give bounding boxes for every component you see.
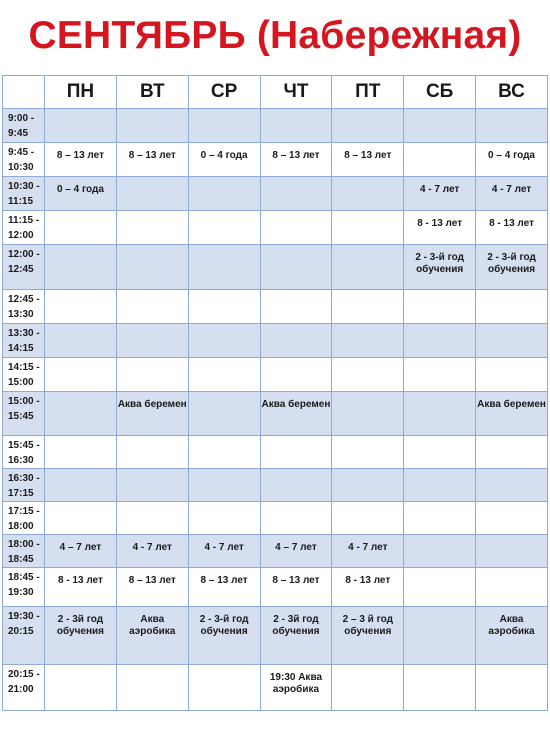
schedule-cell: Аква беремен (260, 392, 332, 436)
schedule-cell (332, 245, 404, 290)
schedule-cell (45, 469, 117, 502)
time-slot: 10:30 - 11:15 (3, 177, 45, 211)
schedule-cell (260, 436, 332, 469)
schedule-cell (116, 109, 188, 143)
schedule-cell (404, 665, 476, 711)
schedule-cell: 0 – 4 года (188, 143, 260, 177)
schedule-cell (332, 290, 404, 324)
schedule-cell (116, 245, 188, 290)
schedule-cell (260, 211, 332, 245)
time-slot: 12:00 - 12:45 (3, 245, 45, 290)
schedule-cell: 8 – 13 лет (116, 568, 188, 607)
schedule-cell: 8 – 13 лет (45, 143, 117, 177)
schedule-cell (188, 436, 260, 469)
schedule-cell: 2 - 3-й год обучения (188, 607, 260, 665)
schedule-cell (260, 177, 332, 211)
schedule-cell: 8 – 13 лет (260, 568, 332, 607)
schedule-cell (332, 392, 404, 436)
schedule-cell (116, 469, 188, 502)
schedule-cell (332, 502, 404, 535)
corner-cell (3, 76, 45, 109)
schedule-cell (45, 324, 117, 358)
time-slot: 18:00 - 18:45 (3, 535, 45, 568)
schedule-cell (260, 358, 332, 392)
schedule-cell (188, 665, 260, 711)
day-header-tue: ВТ (116, 76, 188, 109)
schedule-cell (116, 290, 188, 324)
table-row (3, 502, 548, 535)
time-slot: 17:15 - 18:00 (3, 502, 45, 535)
schedule-cell (476, 109, 548, 143)
table-row (3, 324, 548, 358)
day-header-sun: ВС (476, 76, 548, 109)
schedule-cell (260, 245, 332, 290)
time-slot: 14:15 - 15:00 (3, 358, 45, 392)
schedule-cell (404, 358, 476, 392)
time-slot: 9:00 - 9:45 (3, 109, 45, 143)
time-slot: 19:30 - 20:15 (3, 607, 45, 665)
time-slot: 12:45 - 13:30 (3, 290, 45, 324)
schedule-cell: Аква аэробика (476, 607, 548, 665)
schedule-cell (45, 211, 117, 245)
schedule-cell (404, 502, 476, 535)
table-row (3, 665, 548, 711)
schedule-cell (45, 436, 117, 469)
schedule-cell (116, 211, 188, 245)
schedule-cell (332, 109, 404, 143)
schedule-cell (116, 324, 188, 358)
schedule-cell (45, 290, 117, 324)
schedule-cell (188, 502, 260, 535)
schedule-cell (45, 502, 117, 535)
schedule-cell (260, 502, 332, 535)
schedule-cell (404, 109, 476, 143)
schedule-cell (45, 109, 117, 143)
schedule-cell (260, 469, 332, 502)
schedule-cell (476, 290, 548, 324)
schedule-cell (404, 290, 476, 324)
schedule-cell (45, 245, 117, 290)
schedule-cell (260, 324, 332, 358)
schedule-cell: 4 - 7 лет (116, 535, 188, 568)
schedule-cell (116, 502, 188, 535)
schedule-cell (476, 324, 548, 358)
schedule-cell (476, 358, 548, 392)
schedule-cell: 8 - 13 лет (404, 211, 476, 245)
schedule-cell (404, 143, 476, 177)
time-slot: 13:30 - 14:15 (3, 324, 45, 358)
schedule-cell (476, 469, 548, 502)
schedule-cell (260, 109, 332, 143)
table-row (3, 392, 548, 436)
day-header-sat: СБ (404, 76, 476, 109)
schedule-cell: 4 - 7 лет (188, 535, 260, 568)
schedule-cell (188, 358, 260, 392)
schedule-cell (332, 469, 404, 502)
schedule-cell (476, 502, 548, 535)
schedule-cell (332, 436, 404, 469)
schedule-cell: 2 - 3й год обучения (260, 607, 332, 665)
schedule-cell (404, 607, 476, 665)
table-row (3, 245, 548, 290)
schedule-cell: Аква аэробика (116, 607, 188, 665)
table-row (3, 535, 548, 568)
schedule-cell (404, 568, 476, 607)
schedule-cell: 4 - 7 лет (476, 177, 548, 211)
schedule-cell: 4 - 7 лет (404, 177, 476, 211)
schedule-table (2, 75, 548, 711)
time-slot: 16:30 - 17:15 (3, 469, 45, 502)
schedule-cell (332, 358, 404, 392)
day-header-thu: ЧТ (260, 76, 332, 109)
table-row (3, 109, 548, 143)
schedule-cell (188, 211, 260, 245)
schedule-cell (116, 665, 188, 711)
time-slot: 15:45 - 16:30 (3, 436, 45, 469)
schedule-cell (332, 177, 404, 211)
schedule-cell (188, 324, 260, 358)
schedule-cell: 8 - 13 лет (45, 568, 117, 607)
schedule-cell (332, 211, 404, 245)
table-row (3, 358, 548, 392)
schedule-cell: 19:30 Аква аэробика (260, 665, 332, 711)
table-row (3, 607, 548, 665)
day-header-mon: ПН (45, 76, 117, 109)
schedule-cell: 0 – 4 года (45, 177, 117, 211)
schedule-cell: 8 – 13 лет (260, 143, 332, 177)
schedule-cell: 0 – 4 года (476, 143, 548, 177)
table-row (3, 469, 548, 502)
schedule-cell (116, 358, 188, 392)
schedule-cell (45, 665, 117, 711)
table-row (3, 143, 548, 177)
schedule-cell (332, 665, 404, 711)
time-slot: 11:15 - 12:00 (3, 211, 45, 245)
table-row (3, 211, 548, 245)
schedule-cell: Аква беремен (116, 392, 188, 436)
schedule-body (3, 109, 548, 711)
time-slot: 18:45 - 19:30 (3, 568, 45, 607)
schedule-cell (260, 290, 332, 324)
time-slot: 9:45 - 10:30 (3, 143, 45, 177)
table-row (3, 290, 548, 324)
schedule-cell: 4 - 7 лет (332, 535, 404, 568)
schedule-cell (188, 245, 260, 290)
schedule-cell: 2 – 3 й год обучения (332, 607, 404, 665)
schedule-cell (188, 392, 260, 436)
schedule-cell (45, 392, 117, 436)
schedule-cell: 2 - 3-й год обучения (404, 245, 476, 290)
schedule-cell (332, 324, 404, 358)
page-title: СЕНТЯБРЬ (Набережная) (28, 14, 522, 57)
schedule-cell (476, 535, 548, 568)
schedule-cell: 2 - 3й год обучения (45, 607, 117, 665)
schedule-cell (404, 324, 476, 358)
schedule-cell: 2 - 3-й год обучения (476, 245, 548, 290)
time-slot: 20:15 - 21:00 (3, 665, 45, 711)
table-row (3, 568, 548, 607)
schedule-cell (188, 109, 260, 143)
schedule-cell (116, 436, 188, 469)
schedule-cell (404, 392, 476, 436)
schedule-cell (476, 665, 548, 711)
time-slot: 15:00 - 15:45 (3, 392, 45, 436)
header-row (3, 76, 548, 109)
schedule-cell (404, 436, 476, 469)
schedule-cell: 8 - 13 лет (332, 568, 404, 607)
schedule-cell (188, 290, 260, 324)
schedule-cell (188, 177, 260, 211)
schedule-cell: 8 – 13 лет (332, 143, 404, 177)
schedule-cell (404, 535, 476, 568)
schedule-cell: 4 – 7 лет (45, 535, 117, 568)
schedule-cell: 8 – 13 лет (116, 143, 188, 177)
schedule-cell: 8 – 13 лет (188, 568, 260, 607)
day-header-fri: ПТ (332, 76, 404, 109)
schedule-cell (476, 568, 548, 607)
schedule-cell: Аква беремен (476, 392, 548, 436)
day-header-wed: СР (188, 76, 260, 109)
table-row (3, 177, 548, 211)
schedule-cell: 8 - 13 лет (476, 211, 548, 245)
schedule-cell (116, 177, 188, 211)
schedule-cell (404, 469, 476, 502)
table-row (3, 436, 548, 469)
schedule-cell (476, 436, 548, 469)
schedule-cell (45, 358, 117, 392)
schedule-cell: 4 – 7 лет (260, 535, 332, 568)
schedule-cell (188, 469, 260, 502)
